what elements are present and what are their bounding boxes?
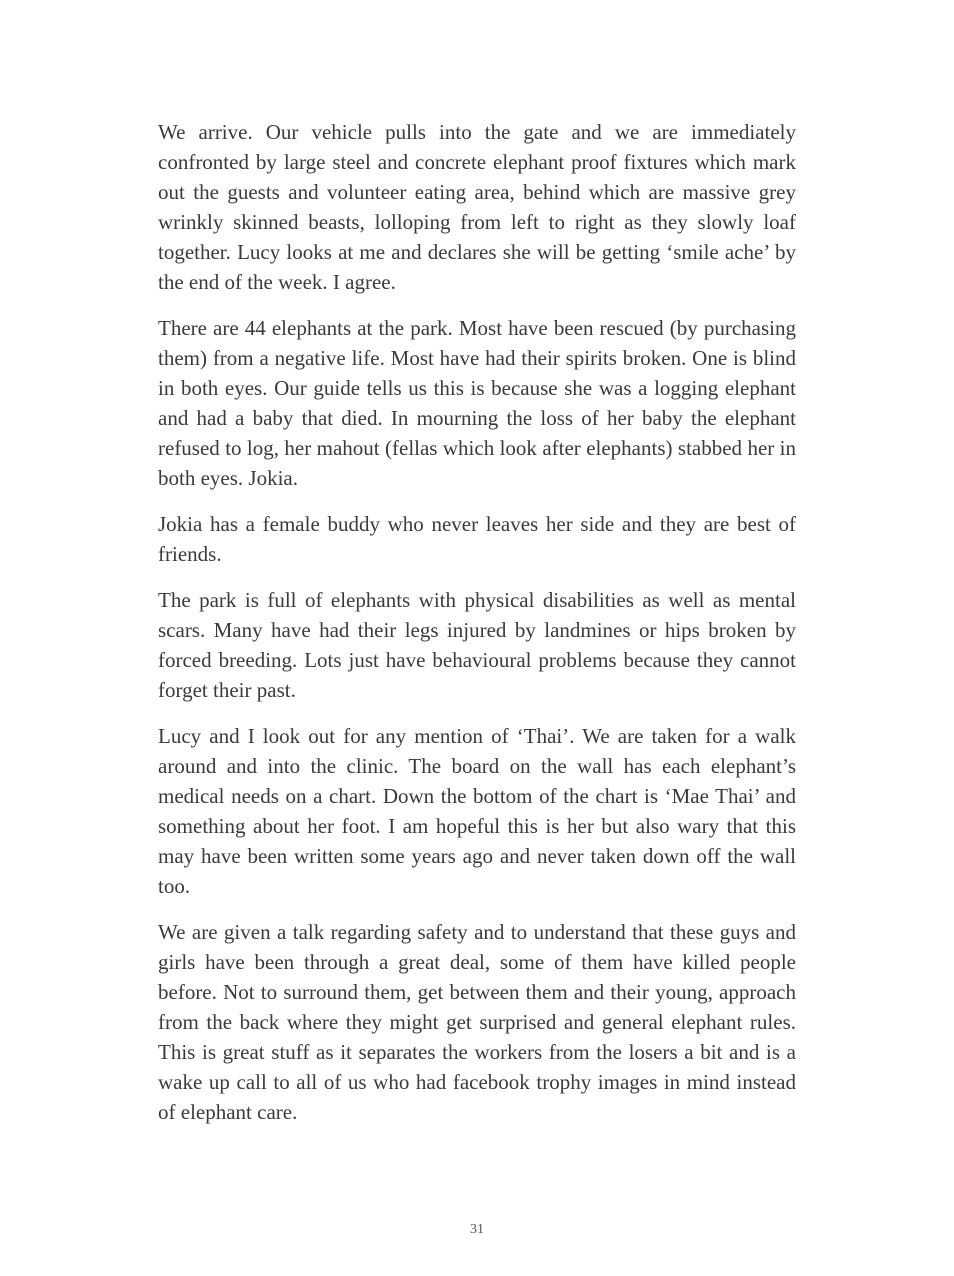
paragraph-arrival: We arrive. Our vehicle pulls into the gate and we are immediately confronted by large steel and concrete elephant proof fixtures which mark out the guests and volunteer eating area, behind which are massive grey wrinkly skinned beasts, lolloping from left to right as they slowly loaf together. Lucy looks at me and declares she will be getting ‘smile ache’ by the end of the week. I agree.	[158, 120, 796, 294]
paragraph-jokia-buddy: Jokia has a female buddy who never leaves her side and they are best of friends.	[158, 512, 796, 566]
paragraph-safety-talk: We are given a talk regarding safety and to understand that these guys and girls have been through a great deal, some of them have killed people before. Not to surround them, get between them and their young, approach from the back where they might get surprised and general elephant rules. This is great stuff as it separates the workers from the losers a bit and is a wake up call to all of us who had facebook trophy images in mind instead of elephant care.	[158, 920, 796, 1124]
paragraph-disabilities: The park is full of elephants with physical disabilities as well as mental scars. Many have had their legs injured by landmines or hips broken by forced breeding. Lots just have behavioural problems because they cannot forget their past.	[158, 588, 796, 702]
body-text	[158, 117, 796, 1143]
paragraph-elephant-count: There are 44 elephants at the park. Most have been rescued (by purchasing them) from a negative life. Most have had their spirits broken. One is blind in both eyes. Our guide tells us this is because she was a logging elephant and had a baby that died. In mourning the loss of her baby the elephant refused to log, her mahout (fellas which look after elephants) stabbed her in both eyes. Jokia.	[158, 316, 796, 490]
page-number: 31	[470, 1222, 484, 1237]
paragraph-clinic: Lucy and I look out for any mention of ‘Thai’. We are taken for a walk around and into the clinic. The board on the wall has each elephant’s medical needs on a chart. Down the bottom of the chart is ‘Mae Thai’ and something about her foot. I am hopeful this is her but also wary that this may have been written some years ago and never taken down off the wall too.	[158, 724, 796, 898]
